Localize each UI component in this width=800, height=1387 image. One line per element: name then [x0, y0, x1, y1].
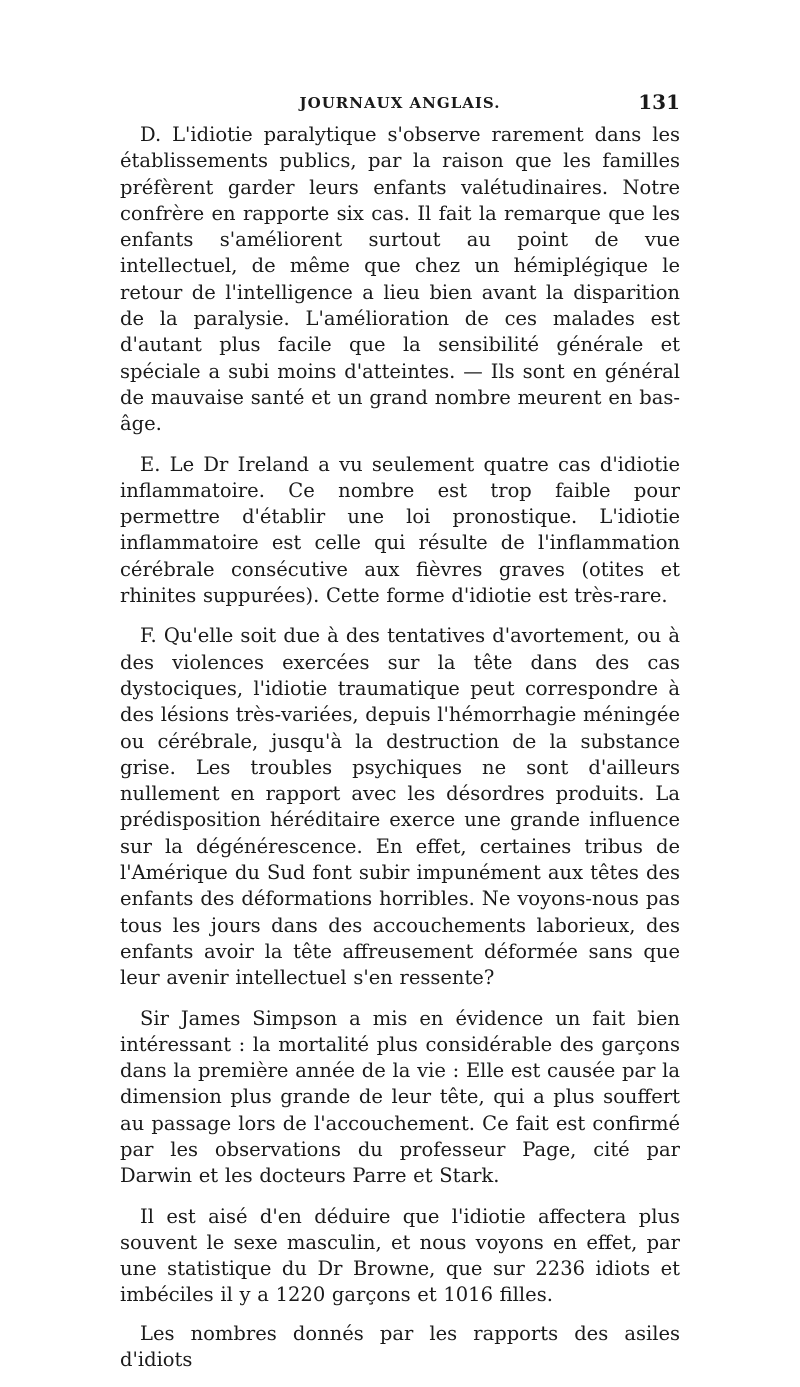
paragraph-browne-statistics: Il est aisé d'en déduire que l'idiotie affectera plus souvent le sexe masculin, et nous voyons en effet, par une statistique du Dr Browne, que sur 2236 idiots et imbéciles il y a 1220 garçons et 1016 filles. [120, 1204, 680, 1307]
paragraph-e-inflammatory-idiocy: E. Le Dr Ireland a vu seulement quatre cas d'idiotie inflammatoire. Ce nombre est trop faible pour permettre d'établir une loi pronostique. L'idiotie inflammatoire est celle qui résulte de l'inflammation cérébrale consécutive aux fièvres graves (otites et rhinites suppurées). Cette forme d'idiotie est très-rare. [120, 452, 680, 608]
paragraph-d-paralytic-idiocy: D. L'idiotie paralytique s'observe rarement dans les établissements publics, par la raison que les familles préfèrent garder leurs enfants valétudinaires. Notre confrère en rapporte six cas. Il fait la remarque que les enfants s'améliorent surtout au point de vue intellectuel, de même que chez un hémiplégique le retour de l'intelligence a lieu bien avant la disparition de la paralysie. L'amélioration de ces malades est d'autant plus facile que la sensibilité générale et spéciale a subi moins d'atteintes. — Ils sont en général de mauvaise santé et un grand nombre meurent en bas-âge. [120, 123, 680, 436]
page-header [120, 88, 680, 118]
paragraph-asylum-reports: Les nombres donnés par les rapports des asiles d'idiots [120, 1321, 680, 1372]
running-title: JOURNAUX ANGLAIS. [299, 94, 501, 112]
paragraph-simpson-mortality: Sir James Simpson a mis en évidence un fait bien intéressant : la mortalité plus considérable des garçons dans la première année de la vie : Elle est causée par la dimension plus grande de leur tête, qui a plus souffert au passage lors de l'accouchement. Ce fait est confirmé par les observations du professeur Page, cité par Darwin et les docteurs Parre et Stark. [120, 1006, 680, 1188]
paragraph-f-traumatic-idiocy: F. Qu'elle soit due à des tentatives d'avortement, ou à des violences exercées sur la tête dans des cas dystociques, l'idiotie traumatique peut correspondre à des lésions très-variées, depuis l'hémorrhagie méningée ou cérébrale, jusqu'à la destruction de la substance grise. Les troubles psychiques ne sont d'ailleurs nullement en rapport avec les désordres produits. La prédisposition héréditaire exerce une grande influence sur la dégénérescence. En effet, certaines tribus de l'Amérique du Sud font subir impunément aux têtes des enfants des déformations horribles. Ne voyons-nous pas tous les jours dans des accouchements laborieux, des enfants avoir la tête affreusement déformée sans que leur avenir intellectuel s'en ressente? [120, 624, 680, 990]
book-page [120, 88, 680, 1387]
page-number: 131 [638, 90, 680, 114]
